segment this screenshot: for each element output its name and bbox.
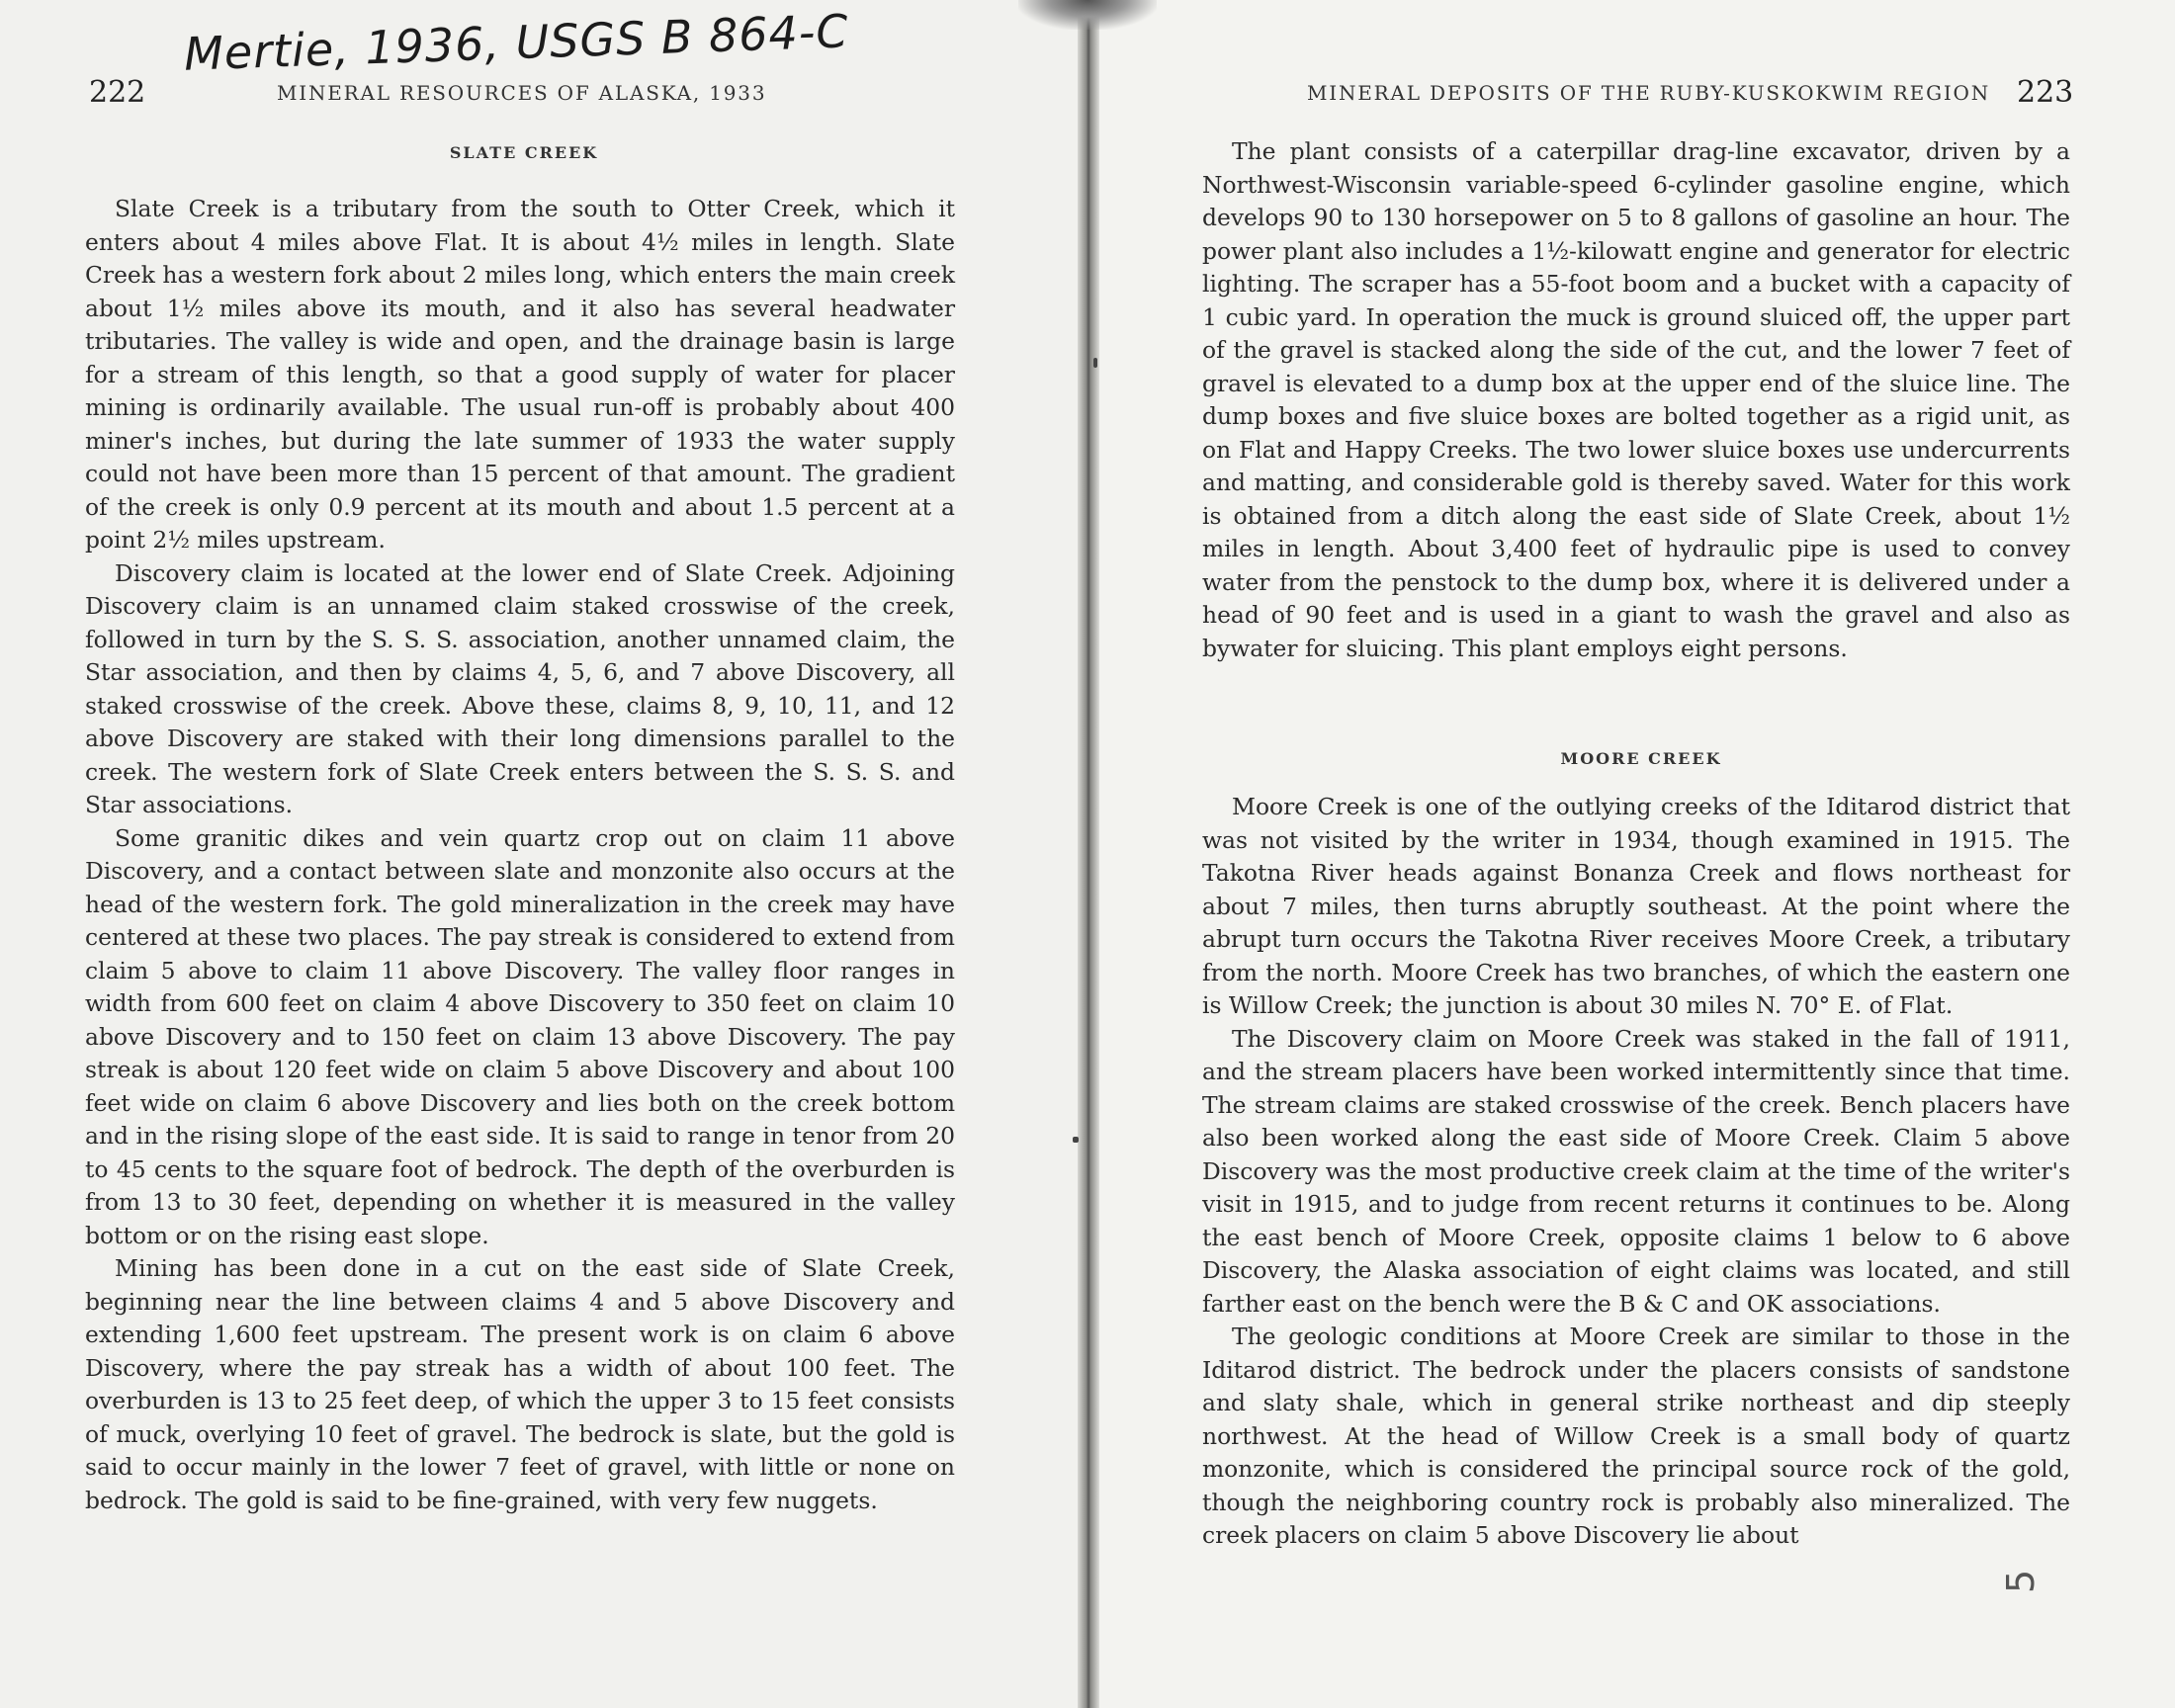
right-paragraph: The geologic conditions at Moore Creek are similar to those in the Iditarod district. The bedrock under the placers consists of sandstone and slaty shale, which in general strike northeast and dip steeply northwest. At the head of Willow Creek is a small body of quartz monzonite, which is considered the principal source rock of the gold, though the neighboring country rock is probably also mineralized. The creek placers on claim 5 above Discovery lie about: [1202, 1323, 2070, 1549]
right-paragraph: The plant consists of a caterpillar drag-line excavator, driven by a Northwest-Wisconsin variable-speed 6-cylinder gasoline engine, which develops 90 to 130 horsepower on 5 to 8 gallons of gasoline an hour. The power plant also includes a 1½-kilowatt engine and generator for electric lighting. The scraper has a 55-foot boom and a bucket with a capacity of 1 cubic yard. In operation the muck is ground sluiced off, the upper part of the gravel is stacked along the side of the cut, and the lower 7 feet of gravel is elevated to a dump box at the upper end of the sluice line. The dump boxes and five sluice boxes are bolted together as a rigid unit, as on Flat and Happy Creeks. The two lower sluice boxes use undercurrents and matting, and considerable gold is thereby saved. Water for this work is obtained from a ditch along the east side of Slate Creek, about 1½ miles in length. About 3,400 feet of hydraulic pipe is used to convey water from the penstock to the dump box, where it is delivered under a head of 90 feet and is used in a giant to wash the gravel and also as bywater for sluicing. This plant employs eight persons.: [1202, 137, 2070, 662]
scan-speck: [1093, 358, 1097, 368]
left-paragraph: Discovery claim is located at the lower end of Slate Creek. Adjoining Discovery claim is an unnamed claim staked crosswise of the creek, followed in turn by the S. S. S. association, another unnamed claim, the Star association, and then by claims 4, 5, 6, and 7 above Discovery, all staked crosswise of the creek. Above these, claims 8, 9, 10, 11, and 12 above Discovery are staked with their long dimensions parallel to the creek. The western fork of Slate Creek enters between the S. S. S. and Star associations.: [85, 558, 955, 818]
left-paragraph: Slate Creek is a tributary from the south to Otter Creek, which it enters about 4 miles above Flat. It is about 4½ miles in length. Slate Creek has a western fork about 2 miles long, which enters the main creek about 1½ miles above its mouth, and it also has several headwater tributaries. The valley is wide and open, and the drainage basin is large for a stream of this length, so that a good supply of water for placer mining is ordinarily available. The usual run-off is probably about 400 miner's inches, but during the late summer of 1933 the water supply could not have been more than 15 percent of that amount. The gradient of the creek is only 0.9 percent at its mouth and about 1.5 percent at a point 2½ miles upstream.: [85, 195, 955, 554]
section-title-slate-creek: SLATE CREEK: [449, 143, 599, 162]
right-body-text-top: [1202, 135, 2070, 665]
book-gutter: [1078, 0, 1099, 1708]
margin-stamp: 5: [1999, 1569, 2043, 1594]
handwritten-citation: Mertie, 1936, USGS B 864-C: [183, 4, 850, 81]
left-running-head: MINERAL RESOURCES OF ALASKA, 1933: [277, 81, 767, 105]
left-page-number: 222: [89, 75, 146, 110]
section-title-moore-creek: MOORE CREEK: [1560, 749, 1722, 768]
gutter-shadow: [1018, 0, 1157, 30]
left-paragraph: Some granitic dikes and vein quartz crop out on claim 11 above Discovery, and a contact between slate and monzonite also occurs at the head of the western fork. The gold mineralization in the creek may have centered at these two places. The pay streak is considered to extend from claim 5 above to claim 11 above Discovery. The valley floor ranges in width from 600 feet on claim 4 above Discovery to 350 feet on claim 10 above Discovery and to 150 feet on claim 13 above Discovery. The pay streak is about 120 feet wide on claim 5 above Discovery and about 100 feet wide on claim 6 above Discovery and lies both on the creek bottom and in the rising slope of the east side. It is said to range in tenor from 20 to 45 cents to the square foot of bedrock. The depth of the overburden is from 13 to 30 feet, depending on whether it is measured in the valley bottom or on the rising east slope.: [85, 823, 955, 1249]
left-body-text: [85, 193, 955, 1517]
right-paragraph: The Discovery claim on Moore Creek was staked in the fall of 1911, and the stream placers have been worked intermittently since that time. The stream claims are staked crosswise of the creek. Bench placers have also been worked along the east side of Moore Creek. Claim 5 above Discovery was the most productive creek claim at the time of the writer's visit in 1915, and to judge from recent returns it continues to be. Along the east bench of Moore Creek, opposite claims 1 below to 6 above Discovery, the Alaska association of eight claims was located, and still farther east on the bench were the B & C and OK associations.: [1202, 1024, 2070, 1318]
right-body-text-bottom: [1202, 791, 2070, 1553]
right-running-head: MINERAL DEPOSITS OF THE RUBY-KUSKOKWIM REGION: [1307, 81, 1991, 105]
right-page-number: 223: [2017, 75, 2074, 110]
scan-speck: [1073, 1137, 1079, 1143]
left-paragraph: Mining has been done in a cut on the east side of Slate Creek, beginning near the line between claims 4 and 5 above Discovery and extending 1,600 feet upstream. The present work is on claim 6 above Discovery, where the pay streak has a width of about 100 feet. The overburden is 13 to 25 feet deep, of which the upper 3 to 15 feet consists of muck, overlying 10 feet of gravel. The bedrock is slate, but the gold is said to occur mainly in the lower 7 feet of gravel, with little or none on bedrock. The gold is said to be fine-grained, with very few nuggets.: [85, 1254, 955, 1514]
right-paragraph: Moore Creek is one of the outlying creeks of the Iditarod district that was not visited by the writer in 1934, though examined in 1915. The Takotna River heads against Bonanza Creek and flows northeast for about 7 miles, then turns abruptly southeast. At the point where the abrupt turn occurs the Takotna River receives Moore Creek, a tributary from the north. Moore Creek has two branches, of which the eastern one is Willow Creek; the junction is about 30 miles N. 70° E. of Flat.: [1202, 793, 2070, 1019]
right-page: [1088, 0, 2175, 1708]
